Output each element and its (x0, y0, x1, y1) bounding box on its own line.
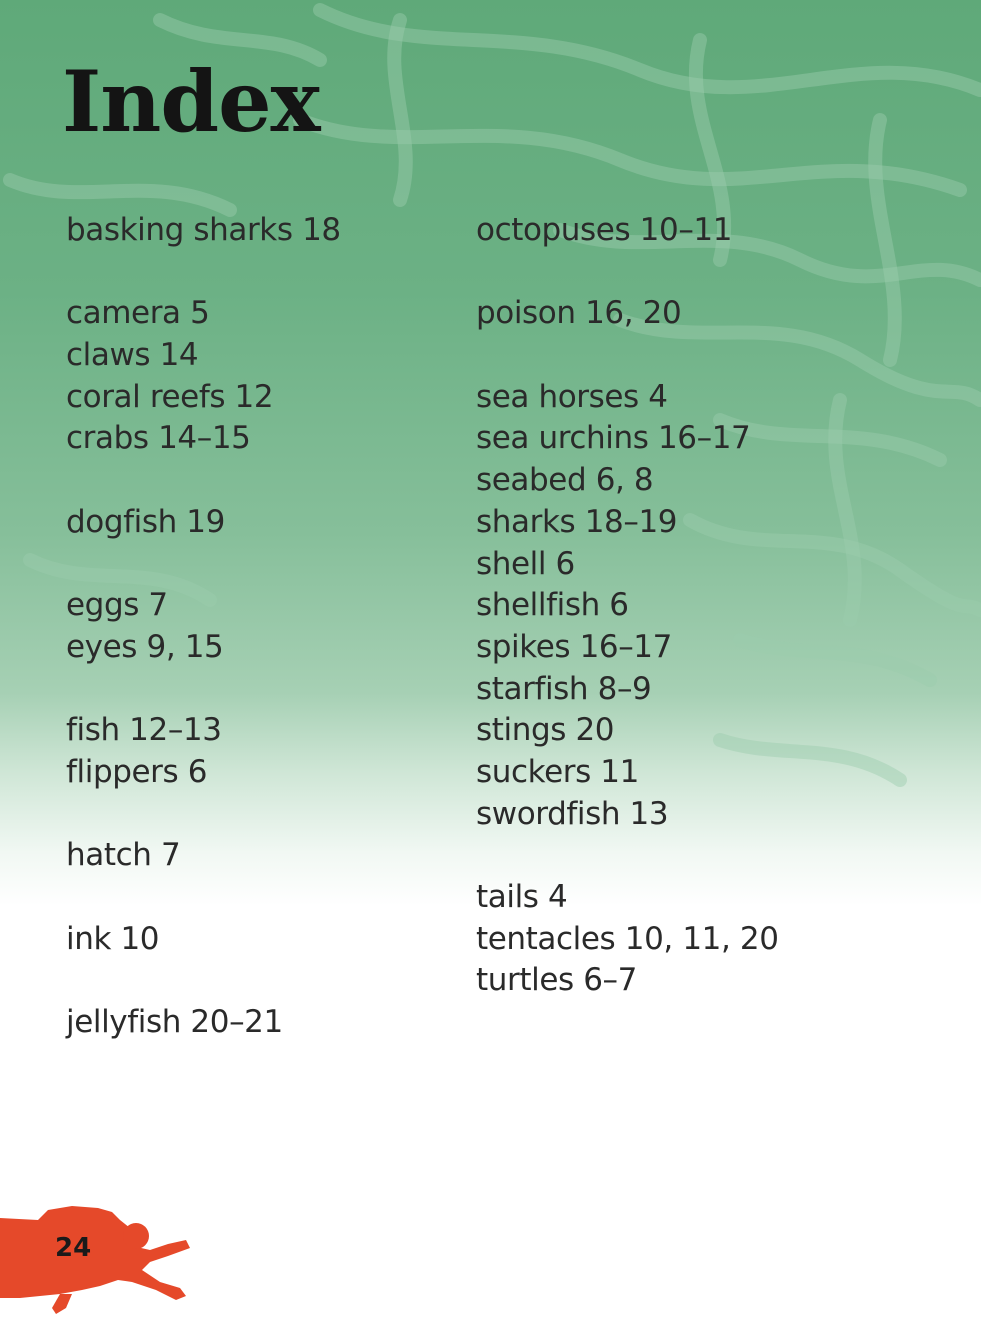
index-entry: seabed 6, 8 (476, 462, 654, 499)
index-column-left (66, 210, 466, 1044)
index-entry: sharks 18–19 (476, 503, 678, 540)
index-entry: shellfish 6 (476, 587, 629, 624)
index-entry: turtles 6–7 (476, 962, 637, 999)
index-entry: flippers 6 (66, 753, 208, 790)
index-entry: camera 5 (66, 295, 210, 332)
index-entry: eyes 9, 15 (66, 628, 224, 665)
index-entry: suckers 11 (476, 753, 639, 790)
index-entry: crabs 14–15 (66, 420, 251, 457)
index-entry: sea urchins 16–17 (476, 420, 751, 457)
index-entry: dogfish 19 (66, 503, 225, 540)
index-entry: basking sharks 18 (66, 212, 341, 248)
index-entry: tails 4 (476, 879, 568, 915)
page-number: 24 (55, 1233, 92, 1263)
index-entry: sea horses 4 (476, 378, 668, 415)
index-entry: ink 10 (66, 920, 160, 957)
index-entry: fish 12–13 (66, 712, 222, 749)
index-entry: octopuses 10–11 (476, 212, 733, 248)
index-entry: poison 16, 20 (476, 295, 682, 332)
index-entry: coral reefs 12 (66, 378, 274, 415)
index-entry: spikes 16–17 (476, 628, 672, 665)
index-entry: shell 6 (476, 545, 575, 582)
page-title: Index (62, 52, 320, 151)
index-entry: tentacles 10, 11, 20 (476, 920, 779, 957)
index-entry: hatch 7 (66, 837, 181, 874)
index-entry: eggs 7 (66, 587, 168, 624)
index-entry: swordfish 13 (476, 795, 669, 832)
index-entry: starfish 8–9 (476, 670, 652, 707)
scuba-diver-silhouette-icon (0, 1190, 200, 1320)
index-entry: stings 20 (476, 712, 615, 749)
index-entry: claws 14 (66, 337, 199, 374)
index-entry: jellyfish 20–21 (66, 1004, 283, 1041)
index-column-right (476, 210, 876, 1002)
